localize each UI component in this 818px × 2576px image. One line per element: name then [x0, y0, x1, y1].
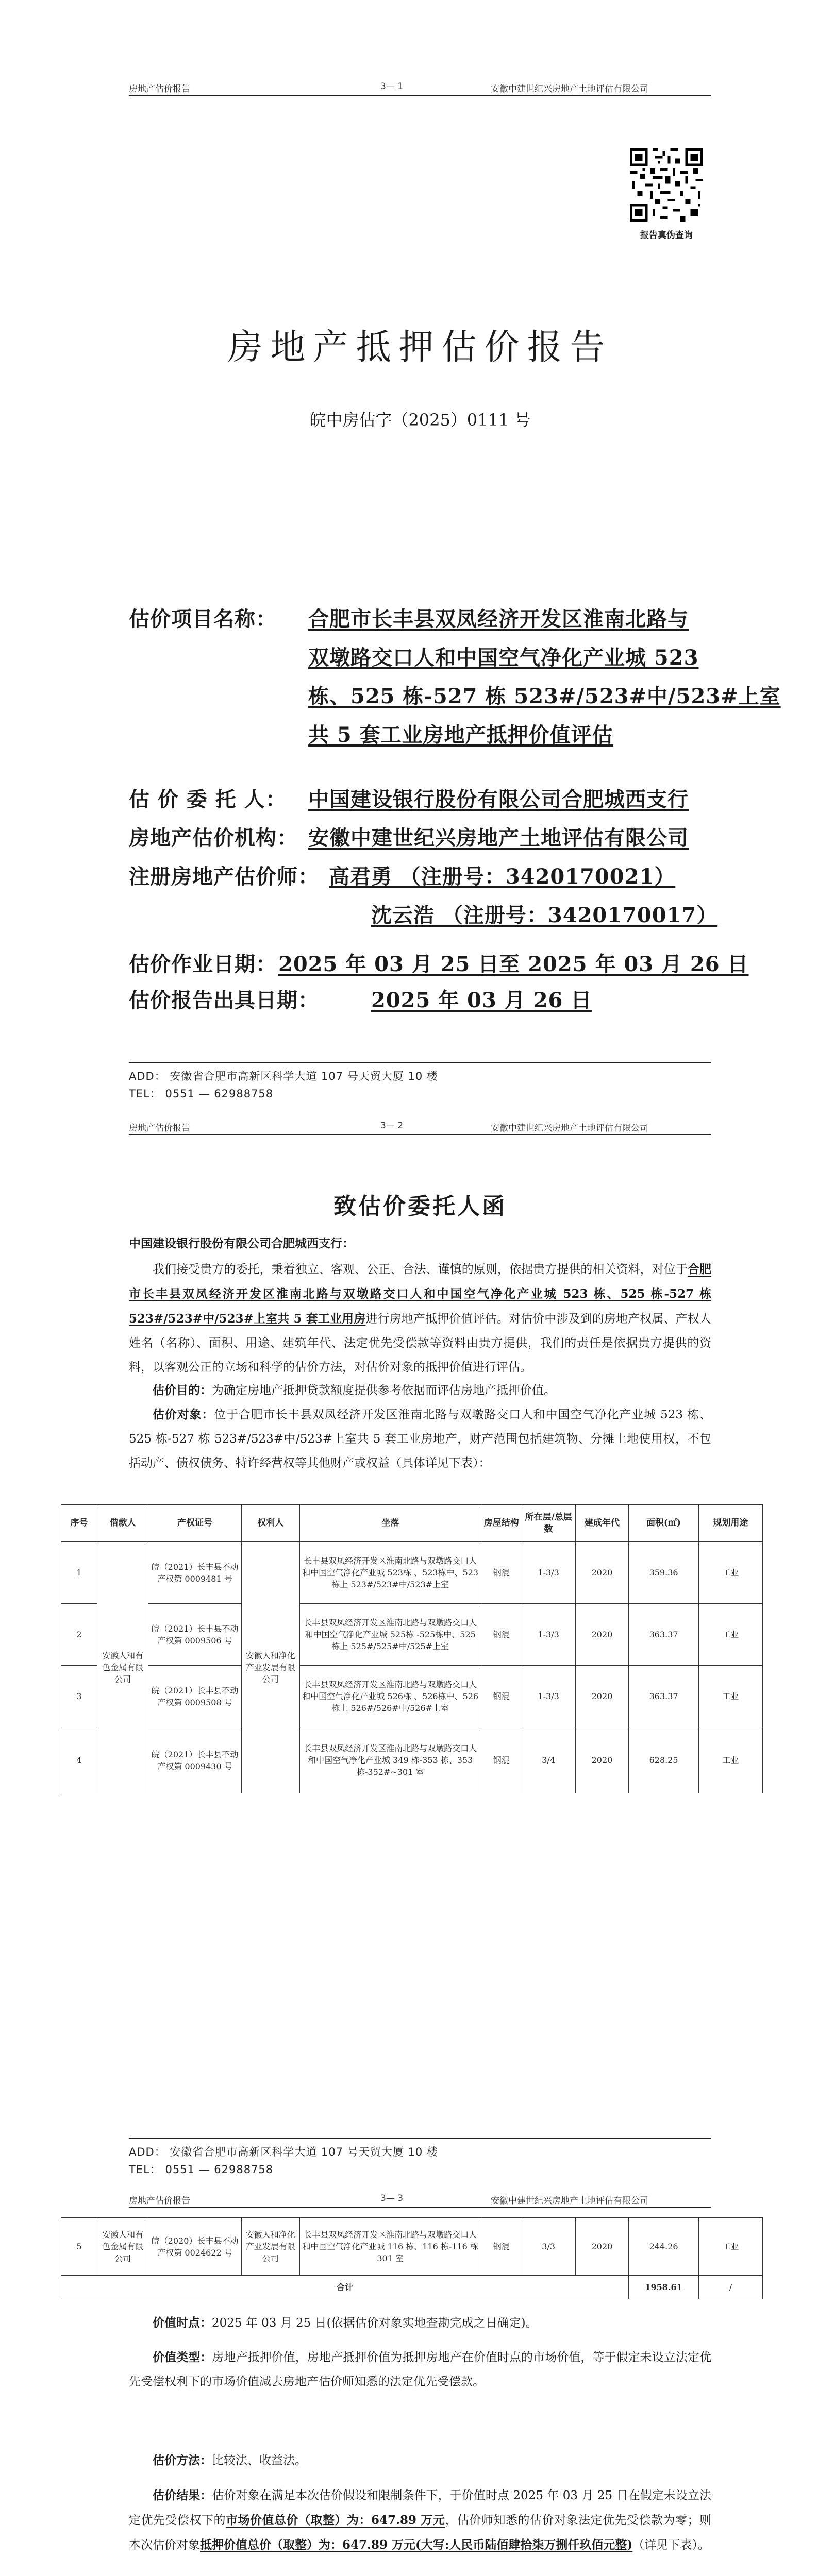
issue-date-value: 2025 年 03 月 26 日 — [371, 988, 592, 1012]
cell-floor: 1-3/3 — [522, 1542, 575, 1604]
work-date-label: 估价作业日期： — [129, 952, 277, 976]
cell-floor: 3/3 — [522, 2218, 575, 2276]
page2-header-right: 安徽中建世纪兴房地产土地评估有限公司 — [491, 1123, 648, 1133]
page3-header-left: 房地产估价报告 — [129, 2196, 190, 2206]
cell-cert: 皖（2021）长丰县不动产权第 0009508 号 — [148, 1666, 242, 1727]
value-date-text: 2025 年 03 月 25 日(依据估价对象实地查勘完成之日确定)。 — [212, 2316, 538, 2330]
cell-cert: 皖（2020）长丰县不动产权第 0024622 号 — [148, 2218, 242, 2276]
cell-area: 244.26 — [629, 2218, 698, 2276]
purpose-text: 为确定房地产抵押贷款额度提供参考依据而评估房地产抵押价值。 — [212, 1384, 556, 1397]
cell-total-area: 1958.61 — [629, 2276, 698, 2299]
page2-header-rule — [129, 1134, 711, 1135]
cell-year: 2020 — [575, 1542, 629, 1604]
letter-object — [129, 1402, 711, 1476]
work-date-value: 2025 年 03 月 25 日至 2025 年 03 月 26 日 — [278, 952, 749, 976]
page1-footer-address: ADD： 安徽省合肥市高新区科学大道 107 号天贸大厦 10 楼 — [129, 1070, 438, 1082]
cell-structure: 钢混 — [481, 2218, 522, 2276]
page1-header-rule — [129, 95, 711, 96]
appraiser-label: 注册房地产估价师： — [129, 865, 319, 889]
work-date-row — [129, 948, 749, 977]
cell-no: 1 — [61, 1542, 97, 1604]
letter-result — [129, 2483, 711, 2557]
letter-value-date — [129, 2311, 711, 2335]
page1-footer-tel: TEL： 0551 — 62988758 — [129, 1088, 274, 1100]
appraiser-2: 沈云浩 （注册号：3420170017） — [371, 903, 718, 927]
cell-year: 2020 — [575, 1666, 629, 1727]
table-total-row — [61, 2276, 763, 2299]
th-floor: 所在层/总层数 — [522, 1505, 575, 1542]
result-part-c: ，估价师知悉的估价对象法定优先受偿款为零；则本次估价对象 — [129, 2514, 712, 2552]
cell-total-use: / — [698, 2276, 762, 2299]
page2-footer-address: ADD： 安徽省合肥市高新区科学大道 107 号天贸大厦 10 楼 — [129, 2146, 438, 2158]
qr-code-icon[interactable] — [630, 148, 703, 222]
cell-area: 359.36 — [629, 1542, 698, 1604]
value-date-label: 价值时点： — [153, 2316, 212, 2330]
cell-no: 5 — [61, 2218, 97, 2276]
cell-borrower: 安徽人和有色金属有限公司 — [97, 1542, 148, 1793]
report-title: 房地产抵押估价报告 — [227, 327, 613, 368]
table-row — [61, 1666, 763, 1727]
qr-caption: 报告真伪查询 — [640, 230, 693, 241]
cell-structure: 钢混 — [481, 1542, 522, 1604]
result-label: 估价结果： — [153, 2488, 212, 2502]
th-area: 面积(㎡) — [629, 1505, 698, 1542]
property-table — [61, 1504, 763, 1793]
cell-location: 长丰县双凤经济开发区淮南北路与双墩路交口人和中国空气净化产业城 349 栋-353 栋、353 栋-352#~301 室 — [299, 1727, 481, 1793]
cell-use: 工业 — [698, 1542, 762, 1604]
cell-year: 2020 — [575, 1727, 629, 1793]
cell-structure: 钢混 — [481, 1727, 522, 1793]
table-row — [61, 2218, 763, 2276]
th-cert: 产权证号 — [148, 1505, 242, 1542]
th-use: 规划用途 — [698, 1505, 762, 1542]
cell-floor: 1-3/3 — [522, 1604, 575, 1666]
cell-borrower: 安徽人和有色金属有限公司 — [97, 2218, 148, 2276]
project-name-line-1: 合肥市长丰县双凤经济开发区淮南北路与 — [308, 607, 689, 631]
appraiser-1: 高君勇 （注册号：3420170021） — [329, 865, 676, 889]
para1-part-b: 合肥市长丰县双凤经济开发区淮南北路与双墩路交口人和中国空气净化产业城 523 栋、525 栋-527 栋 523#/523#中/523#上室共 5 套工业用房 — [129, 1262, 712, 1326]
cell-owner: 安徽人和净化产业发展有限公司 — [241, 1542, 299, 1793]
th-owner: 权利人 — [241, 1505, 299, 1542]
letter-value-type — [129, 2345, 711, 2394]
result-market-value: 市场价值总价（取整）为：647.89 万元 — [226, 2513, 445, 2527]
cell-floor: 1-3/3 — [522, 1666, 575, 1727]
th-structure: 房屋结构 — [481, 1505, 522, 1542]
cell-area: 363.37 — [629, 1666, 698, 1727]
agency-value: 安徽中建世纪兴房地产土地评估有限公司 — [308, 826, 689, 850]
cell-use: 工业 — [698, 1604, 762, 1666]
para1-part-c: 进行房地产抵押价值评估。对估价中涉及到的房地产权属、产权人姓名（名称）、面积、用途、建筑年代、法定优先受偿款等资料由贵方提供，我们的责任是依据贵方提供的资料，以客观公正的立场和科学的估价方法，对估价对象的抵押价值进行评估。 — [129, 1312, 711, 1374]
table-row — [61, 1604, 763, 1666]
cell-use: 工业 — [698, 2218, 762, 2276]
cell-structure: 钢混 — [481, 1666, 522, 1727]
project-name-line-2: 双墩路交口人和中国空气净化产业城 523 — [308, 646, 699, 670]
cell-location: 长丰县双凤经济开发区淮南北路与双墩路交口人和中国空气净化产业城 116 栋、116 栋-116 栋 301 室 — [299, 2218, 481, 2276]
cell-no: 4 — [61, 1727, 97, 1793]
method-label: 估价方法： — [153, 2453, 212, 2467]
cell-no: 2 — [61, 1604, 97, 1666]
th-location: 坐落 — [299, 1505, 481, 1542]
cell-cert: 皖（2021）长丰县不动产权第 0009481 号 — [148, 1542, 242, 1604]
th-no: 序号 — [61, 1505, 97, 1542]
table-row — [61, 1542, 763, 1604]
result-part-e: （详见下表）。 — [632, 2538, 710, 2552]
cell-location: 长丰县双凤经济开发区淮南北路与双墩路交口人和中国空气净化产业城 525栋 -525栋中、525栋上 525#/525#中/525#上室 — [299, 1604, 481, 1666]
property-table-continued — [61, 2217, 763, 2299]
purpose-label: 估价目的： — [153, 1383, 212, 1397]
letter-purpose — [129, 1378, 711, 1403]
page2-footer-rule — [129, 2138, 711, 2139]
value-type-label: 价值类型： — [153, 2350, 212, 2364]
value-type-text: 房地产抵押价值，房地产抵押价值为抵押房地产在价值时点的市场价值，等于假定未设立法定优先受偿权利下的市场价值减去房地产估价师知悉的法定优先受偿款。 — [129, 2351, 712, 2388]
project-name-line-4: 共 5 套工业房地产抵押价值评估 — [308, 723, 613, 747]
cell-cert: 皖（2021）长丰县不动产权第 0009430 号 — [148, 1727, 242, 1793]
project-name-label: 估价项目名称： — [129, 607, 277, 631]
issue-date-label: 估价报告出具日期： — [129, 988, 319, 1012]
issue-date-row — [129, 984, 592, 1013]
cell-no: 3 — [61, 1666, 97, 1727]
cell-location: 长丰县双凤经济开发区淮南北路与双墩路交口人和中国空气净化产业城 526栋 、526栋中、526栋上 526#/526#中/526#上室 — [299, 1666, 481, 1727]
page2-header-left: 房地产估价报告 — [129, 1123, 190, 1133]
page1-header-left: 房地产估价报告 — [129, 84, 190, 94]
appraiser-row — [129, 860, 675, 890]
object-text: 位于合肥市长丰县双凤经济开发区淮南北路与双墩路交口人和中国空气净化产业城 523 栋、525 栋-527 栋 523#/523#中/523#上室共 5 套工业房地产，财产范围包括建筑物、分摊土地使用权，不包括动产、债权债务、特许经营权等其他财产或权益（具体详见下表）： — [129, 1408, 712, 1470]
cell-owner: 安徽人和净化产业发展有限公司 — [241, 2218, 299, 2276]
page2-header-pageno: 3— 2 — [380, 1121, 404, 1131]
cell-floor: 3/4 — [522, 1727, 575, 1793]
result-mortgage-value: 抵押价值总价（取整）为：647.89 万元(大写:人民币陆佰肆拾柒万捌仟玖佰元整) — [200, 2538, 633, 2552]
agency-row — [129, 822, 689, 851]
para1-part-a: 我们接受贵方的委托，秉着独立、客观、公正、合法、谨慎的原则，依据贵方提供的相关资料，对位于 — [153, 1263, 688, 1276]
cell-area: 628.25 — [629, 1727, 698, 1793]
cell-total-label: 合计 — [61, 2276, 629, 2299]
client-label: 估 价 委 托 人： — [129, 787, 287, 811]
method-text: 比较法、收益法。 — [212, 2454, 307, 2467]
page1-footer-rule — [129, 1062, 711, 1063]
cell-structure: 钢混 — [481, 1604, 522, 1666]
cell-use: 工业 — [698, 1727, 762, 1793]
client-value: 中国建设银行股份有限公司合肥城西支行 — [308, 787, 689, 811]
cell-year: 2020 — [575, 2218, 629, 2276]
letter-paragraph-1 — [129, 1257, 711, 1380]
cell-area: 363.37 — [629, 1604, 698, 1666]
th-year: 建成年代 — [575, 1505, 629, 1542]
cell-cert: 皖（2021）长丰县不动产权第 0009506 号 — [148, 1604, 242, 1666]
project-name-line-3: 栋、525 栋-527 栋 523#/523#中/523#上室 — [308, 684, 781, 708]
agency-label: 房地产估价机构： — [129, 826, 298, 850]
page1-header-right: 安徽中建世纪兴房地产土地评估有限公司 — [491, 84, 648, 94]
result-part-a: 估价对象在满足本次估价假设和限制条件下，于价值时点 2025 年 03 月 25 日在假定未设立法定优先受偿权下的 — [129, 2489, 711, 2527]
report-number: 皖中房估字（2025）0111 号 — [309, 410, 531, 430]
page3-header-rule — [129, 2207, 711, 2208]
object-label: 估价对象： — [153, 1408, 214, 1421]
page2-footer-tel: TEL： 0551 — 62988758 — [129, 2163, 274, 2176]
letter-heading: 致估价委托人函 — [333, 1193, 507, 1219]
project-name-row — [129, 603, 689, 632]
cell-year: 2020 — [575, 1604, 629, 1666]
page3-header-right: 安徽中建世纪兴房地产土地评估有限公司 — [491, 2196, 648, 2206]
page3-header-pageno: 3— 3 — [380, 2193, 404, 2204]
table-row — [61, 1727, 763, 1793]
th-borrower: 借款人 — [97, 1505, 148, 1542]
cell-location: 长丰县双凤经济开发区淮南北路与双墩路交口人和中国空气净化产业城 523栋 、523栋中、523栋上 523#/523#中/523#上室 — [299, 1542, 481, 1604]
cell-use: 工业 — [698, 1666, 762, 1727]
letter-method — [129, 2448, 711, 2473]
client-row — [129, 783, 689, 812]
letter-addressee: 中国建设银行股份有限公司合肥城西支行： — [129, 1236, 354, 1250]
page1-header-pageno: 3— 1 — [380, 81, 404, 92]
